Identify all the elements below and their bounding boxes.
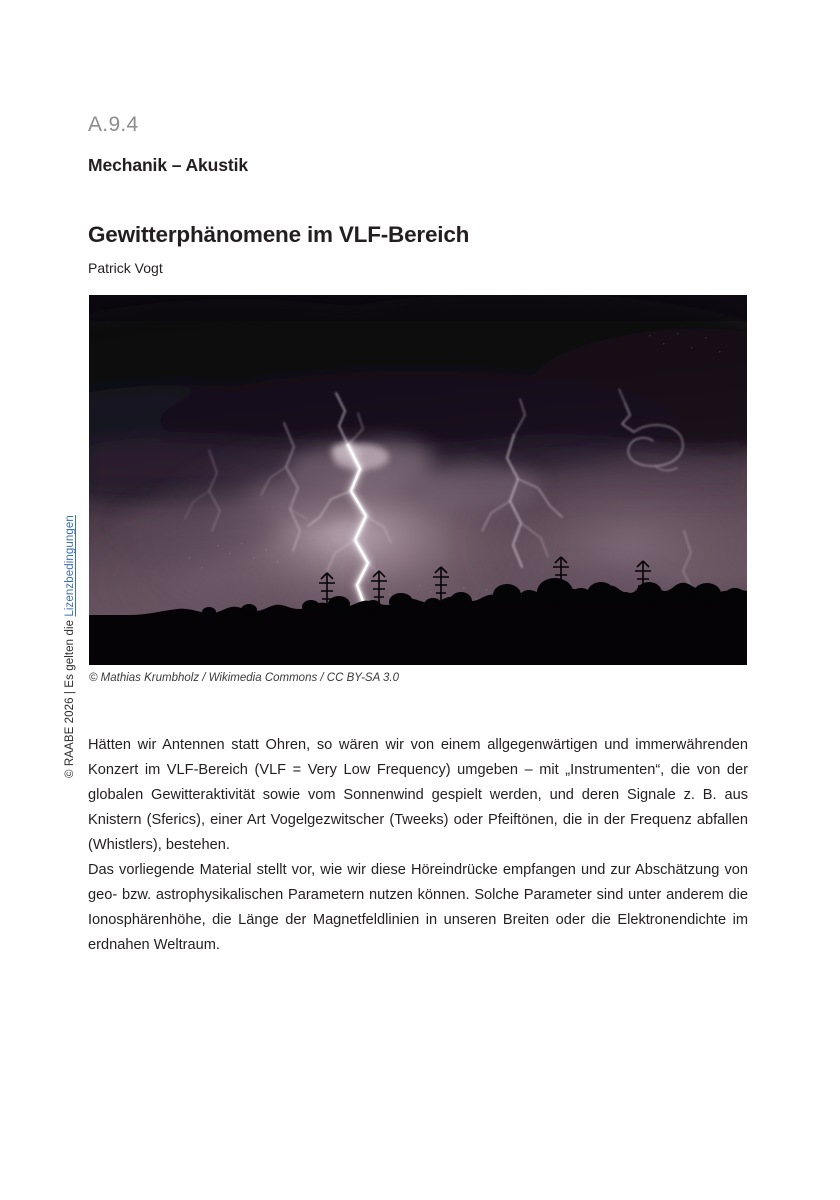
license-rotated-text — [64, 478, 76, 778]
license-sidebar — [52, 478, 76, 778]
body-text — [88, 733, 748, 958]
lightning-photo — [89, 295, 747, 665]
page-title: Gewitterphänomene im VLF-Bereich — [88, 222, 470, 248]
subject-line: Mechanik – Akustik — [88, 155, 248, 175]
license-prefix-text: © RAABE 2026 | Es gelten die — [64, 616, 76, 778]
license-terms-link[interactable]: Lizenzbedingungen — [64, 515, 76, 617]
author-name: Patrick Vogt — [88, 260, 163, 276]
lightning-photo-graphic — [89, 295, 747, 665]
body-paragraph-2: Das vorliegende Material stellt vor, wie wir diese Höreindrücke empfangen und zur Abschätzung von geo- bzw. astrophysikalischen Parametern nutzen können. Solche Parameter sind unter anderem die Ionosphärenhöhe, die Länge der Magnetfeldlinien in unseren Breiten oder die Elektronendichte im erdnahen Weltraum. — [88, 862, 748, 953]
figure-block — [89, 295, 747, 684]
unit-code: A.9.4 — [88, 113, 139, 136]
body-paragraph-1: Hätten wir Antennen statt Ohren, so wären wir von einem allgegenwärtigen und immerwährenden Konzert im VLF-Bereich (VLF = Very Low Frequency) umgeben – mit „Instrumenten“, die von der globalen Gewitteraktivität sowie vom Sonnenwind gespielt werden, und deren Signale z. B. aus Knistern (Sferics), einer Art Vogelgezwitscher (Tweeks) oder Pfeiftönen, die in der Frequenz abfallen (Whistlers), bestehen. — [88, 737, 748, 853]
figure-caption: © Mathias Krumbholz / Wikimedia Commons / CC BY-SA 3.0 — [89, 672, 400, 684]
